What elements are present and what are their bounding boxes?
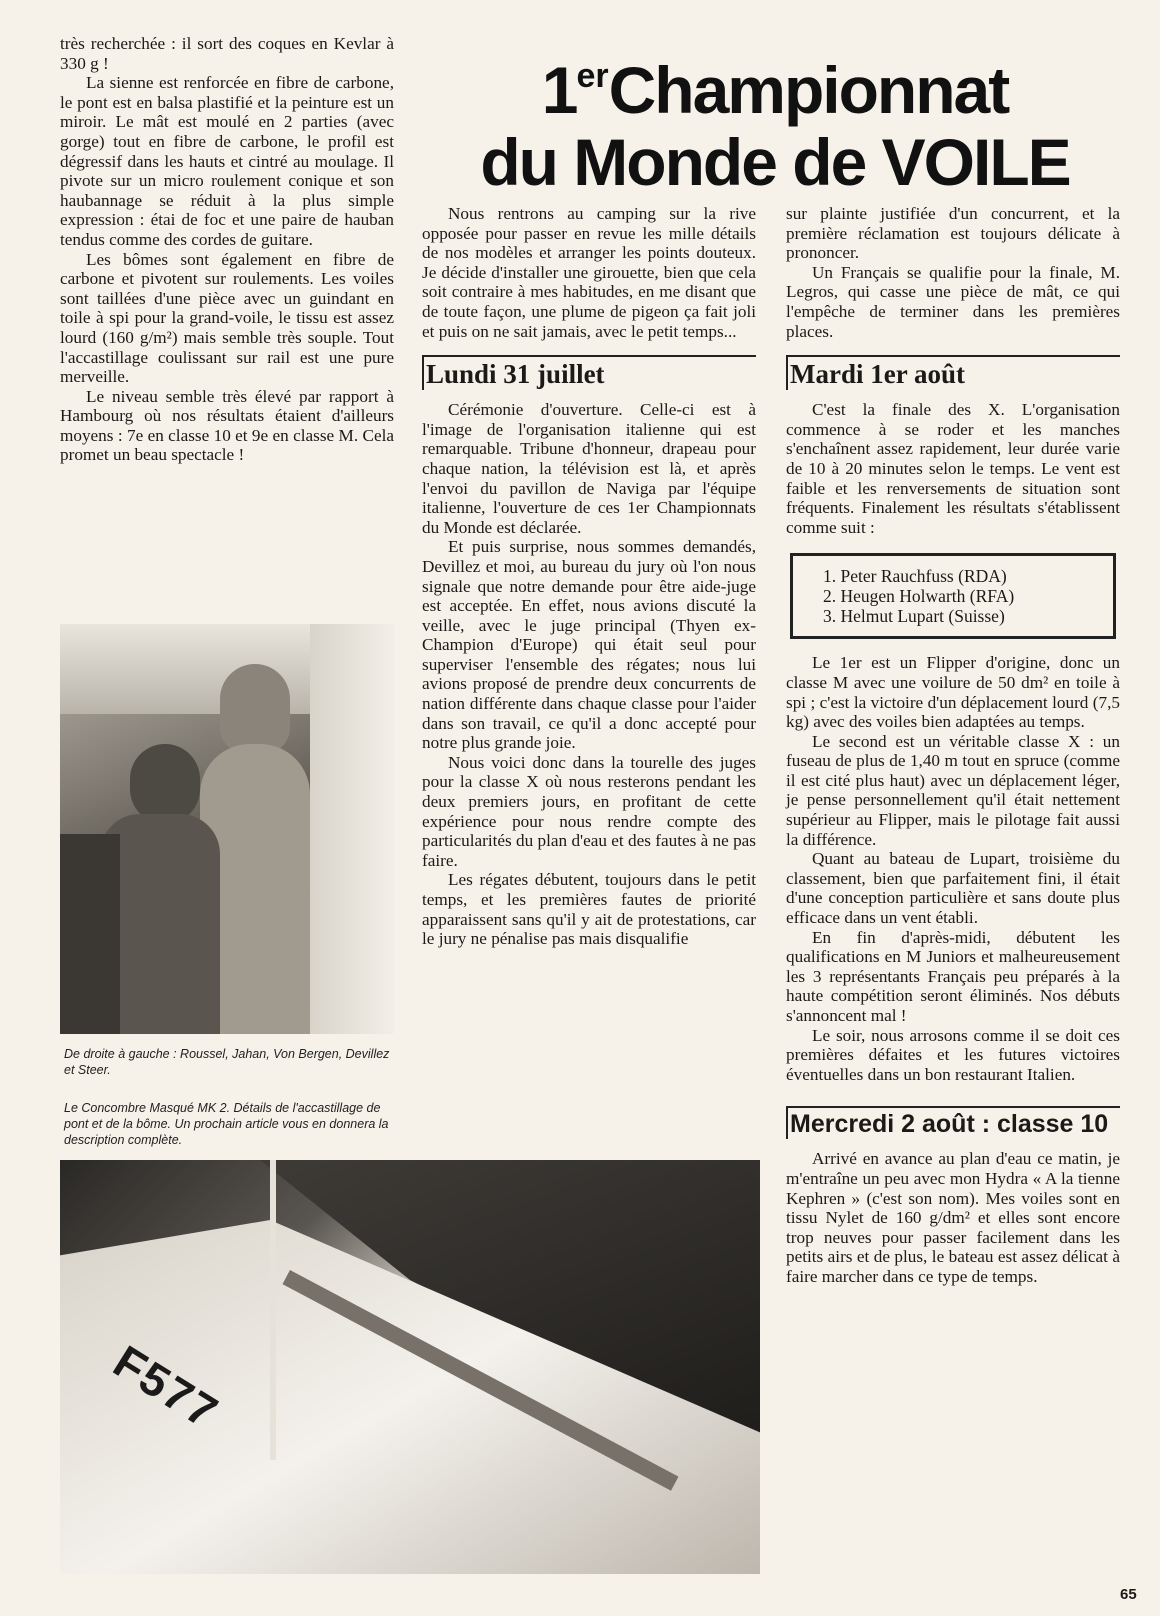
column-2 (422, 204, 756, 949)
photo-boat-deck (60, 1160, 760, 1574)
paragraph: Le second est un véritable classe X : un fuseau de plus de 1,40 m tout en spruce (comme il est cité plus haut) avec un déplacement léger, je pense personnellement qu'il était nettement supérieur au Flipper, mais le pilotage fait aussi la différence. (786, 731, 1120, 849)
result-item: 1. Peter Rauchfuss (RDA) (823, 566, 1007, 587)
paragraph: La sienne est renforcée en fibre de carbone, le pont est en balsa plastifié et la peinture est un miroir. Le mât est moulé en 2 parties (avec gorge) tout en fibre de carbone, le profil est dégressif dans les hauts et cintré au moulage. Il pivote sur un micro roulement conique et son haubannage se réduit à la plus simple expression : étai de foc et une paire de hauban tendus comme des cordes de guitare. (60, 73, 394, 249)
paragraph: Et puis surprise, nous sommes demandés, Devillez et moi, au bureau du jury où l'on nous signale que notre demande pour être aide-juge est acceptée. En effet, nous avions discuté la veille, avec le juge principal (Thyen ex-Champion d'Europe) qui était seul pour superviser l'ensemble des régates; nous lui avions proposé de prendre deux concurrents de nation différente dans chaque classe pour l'aider dans son travail, ce qu'il a donc accepté pour notre plus grande joie. (422, 537, 756, 753)
title-line-2: du Monde de VOILE (480, 125, 1070, 199)
paragraph: Arrivé en avance au plan d'eau ce matin, je m'entraîne un peu avec mon Hydra « A la tienne Kephren » (c'est son nom). Mes voiles sont en tissu Nylet de 160 g/dm² et elles sont encore trop neuves pour passer facilement dans les petits airs et de plus, le bateau est assez délicat à faire marcher dans ce type de temps. (786, 1149, 1120, 1286)
results-box (790, 553, 1116, 639)
result-item: 3. Helmut Lupart (Suisse) (823, 606, 1005, 627)
paragraph: Cérémonie d'ouverture. Celle-ci est à l'image de l'organisation italienne qui est remarquable. Tribune d'honneur, drapeau pour chaque nation, la télévision est là, et après l'envoi du pavillon de Naviga par l'équipe italienne, l'ouverture de ces 1er Championnats du Monde est déclarée. (422, 400, 756, 537)
paragraph: Nous voici donc dans la tourelle des juges pour la classe X où nous resterons pendant les deux premiers jours, en profitant de cette expérience pour nous rendre compte des particularités du plan d'eau et des fautes à ne pas faire. (422, 752, 756, 870)
photo-boat-caption: Le Concombre Masqué MK 2. Détails de l'accastillage de pont et de la bôme. Un prochain article vous en donnera la description complète. (64, 1101, 389, 1147)
paragraph: En fin d'après-midi, débutent les qualifications en M Juniors et malheureusement les 3 représentants Français peu préparés à la haute compétition seront éliminés. Nos débuts s'annoncent mal ! (786, 927, 1120, 1025)
column-1 (60, 34, 394, 465)
article-title (425, 40, 1125, 198)
paragraph: Un Français se qualifie pour la finale, M. Legros, qui casse une pièce de mât, ce qui l'empêche de terminer dans les premières places. (786, 262, 1120, 341)
paragraph: très recherchée : il sort des coques en Kevlar à 330 g ! (60, 34, 394, 73)
title-line-1: 1erChampionnat (541, 53, 1009, 127)
result-item: 2. Heugen Holwarth (RFA) (823, 586, 1015, 607)
paragraph: Le niveau semble très élevé par rapport à Hambourg où nos résultats étaient d'ailleurs moyens : 7e en classe 10 et 9e en classe M. Cela promet un beau spectacle ! (60, 386, 394, 465)
paragraph: Les régates débutent, toujours dans le petit temps, et les premières fautes de priorité apparaissent sans qu'il y ait de protestations, car le jury ne pénalise pas mais disqualifie (422, 870, 756, 949)
paragraph: C'est la finale des X. L'organisation commence à se roder et les manches s'enchaînent assez rapidement, leur durée varie de 10 à 20 minutes selon le temps. Le vent est faible et les renversements de situation sont fréquents. Finalement les résultats s'établissent comme suit : (786, 400, 1120, 537)
paragraph: sur plainte justifiée d'un concurrent, et la première réclamation est toujours délicate à prononcer. (786, 204, 1120, 263)
photo-team-caption: De droite à gauche : Roussel, Jahan, Von Bergen, Devillez et Steer. (64, 1047, 390, 1077)
photo-team (60, 624, 394, 1034)
paragraph: Nous rentrons au camping sur la rive opposée pour passer en revue les mille détails de nos modèles et arranger les points douteux. Je décide d'installer une girouette, bien que cela soit contraire à mes habitudes, en me disant que de toute façon, une plume de pigeon ça fait joli et puis on ne sait jamais, avec le petit temps... (422, 204, 756, 341)
hull-sail-number: F577 (104, 1335, 229, 1439)
paragraph: Le soir, nous arrosons comme il se doit ces premières défaites et les futures victoires éventuelles dans un bon restaurant Italien. (786, 1025, 1120, 1084)
section-heading-mercredi: Mercredi 2 août : classe 10 (786, 1106, 1120, 1139)
paragraph: Le 1er est un Flipper d'origine, donc un classe M avec une voilure de 50 dm² en toile à spi ; c'est la victoire d'un déplacement lourd (7,5 kg) avec des voiles bien adaptées au temps. (786, 653, 1120, 732)
page-number: 65 (1120, 1586, 1137, 1603)
column-3 (786, 204, 1120, 1287)
section-heading-mardi: Mardi 1er août (786, 355, 1120, 390)
paragraph: Les bômes sont également en fibre de carbone et pivotent sur roulements. Les voiles sont taillées d'une pièce avec un guindant en toile à spi pour la grand-voile, le tissu est assez lourd (160 g/m²) mais semble très souple. Tout l'accastillage coulissant sur rail est une pure merveille. (60, 249, 394, 387)
paragraph: Quant au bateau de Lupart, troisième du classement, bien que parfaitement fini, il était d'une conception particulière et sans doute plus efficace dans un vent établi. (786, 849, 1120, 928)
section-heading-lundi: Lundi 31 juillet (422, 355, 756, 390)
